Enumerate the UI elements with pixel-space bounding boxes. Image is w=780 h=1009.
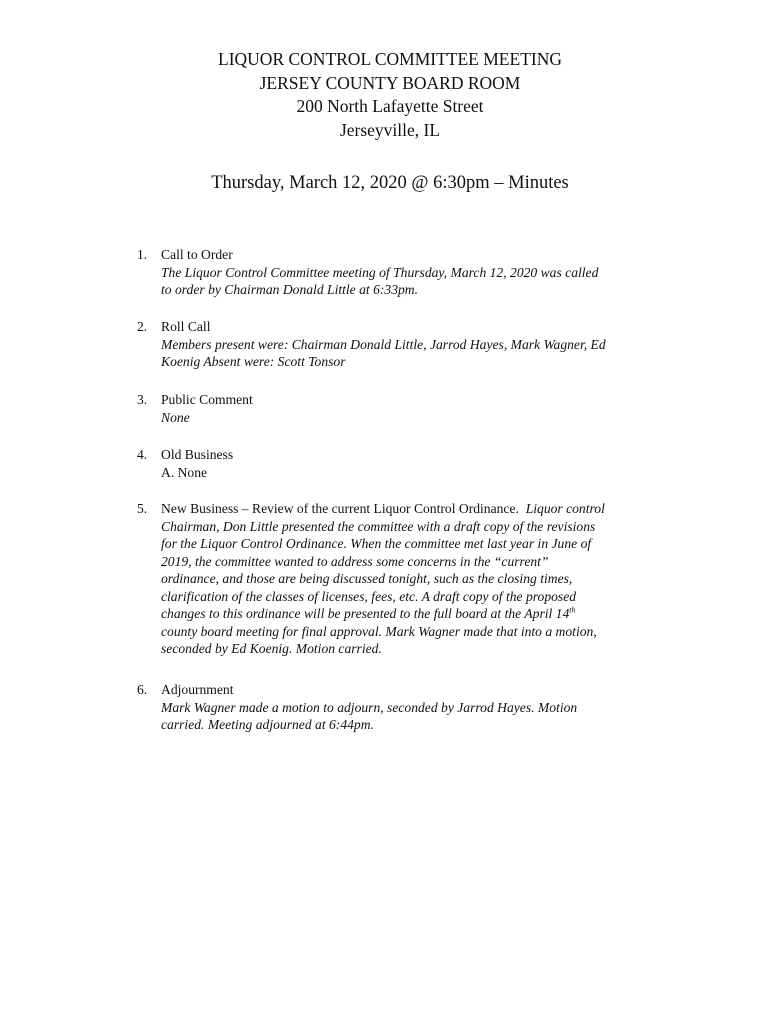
body-line: changes to this ordinance will be presented to the full board at the April 14 (161, 606, 570, 621)
item-body (161, 699, 681, 734)
item-number: 2. (137, 319, 148, 334)
item-sub-entry: A. None (161, 464, 208, 480)
body-line: 2019, the committee wanted to address some concerns in the “current” (161, 553, 549, 569)
meeting-dateline: Thursday, March 12, 2020 @ 6:30pm – Minutes (211, 173, 569, 193)
body-line: The Liquor Control Committee meeting of Thursday, March 12, 2020 was called (161, 264, 599, 280)
agenda-item-public-comment (137, 391, 681, 426)
ordinal-superscript: th (569, 605, 576, 615)
body-line: county board meeting for final approval. Mark Wagner made that into a motion, (161, 623, 597, 639)
item-title: Roll Call (161, 319, 211, 334)
item-body (161, 336, 681, 371)
item-title: New Business – Review of the current Liquor Control Ordinance. (161, 501, 519, 516)
body-line: Koenig Absent were: Scott Tonsor (161, 354, 346, 369)
header-line-4: Jerseyville, IL (339, 119, 441, 140)
agenda-item-new-business (137, 500, 681, 658)
body-line: ordinance, and those are being discussed tonight, such as the closing times, (161, 571, 573, 586)
body-line: carried. Meeting adjourned at 6:44pm. (161, 717, 374, 732)
body-line: Members present were: Chairman Donald Little, Jarrod Hayes, Mark Wagner, Ed (161, 336, 606, 352)
item-title-italic: Liquor control (525, 501, 605, 516)
body-line: seconded by Ed Koenig. Motion carried. (161, 641, 382, 656)
header-line-1: LIQUOR CONTROL COMMITTEE MEETING (218, 49, 562, 69)
item-body (161, 264, 681, 299)
body-line-with-superscript (161, 605, 681, 623)
item-number: 1. (137, 247, 148, 262)
body-line: Chairman, Don Little presented the committee with a draft copy of the revisions (161, 518, 596, 534)
item-number: 6. (137, 682, 148, 697)
item-number: 4. (137, 447, 148, 462)
body-line: for the Liquor Control Ordinance. When the committee met last year in June of (161, 536, 592, 551)
agenda-item-roll-call (137, 318, 681, 371)
item-number: 5. (137, 501, 148, 516)
body-line: to order by Chairman Donald Little at 6:33pm. (161, 282, 419, 297)
item-body (161, 409, 681, 427)
body-line: None (161, 409, 190, 425)
agenda-item-old-business (137, 446, 681, 481)
item-number: 3. (137, 392, 148, 407)
body-line: clarification of the classes of licenses, fees, etc. A draft copy of the proposed (161, 588, 577, 604)
body-line: Mark Wagner made a motion to adjourn, seconded by Jarrod Hayes. Motion (161, 699, 578, 715)
item-title-line (161, 500, 681, 518)
header-line-3: 200 North Lafayette Street (296, 96, 484, 116)
item-title: Call to Order (161, 247, 233, 262)
item-title: Old Business (161, 447, 234, 462)
item-body (161, 518, 681, 658)
header-line-2: JERSEY COUNTY BOARD ROOM (259, 72, 521, 93)
agenda-item-call-to-order (137, 246, 681, 299)
item-title: Public Comment (161, 392, 253, 407)
item-title: Adjournment (161, 682, 234, 697)
agenda-item-adjournment (137, 681, 681, 734)
document-header (0, 48, 780, 142)
